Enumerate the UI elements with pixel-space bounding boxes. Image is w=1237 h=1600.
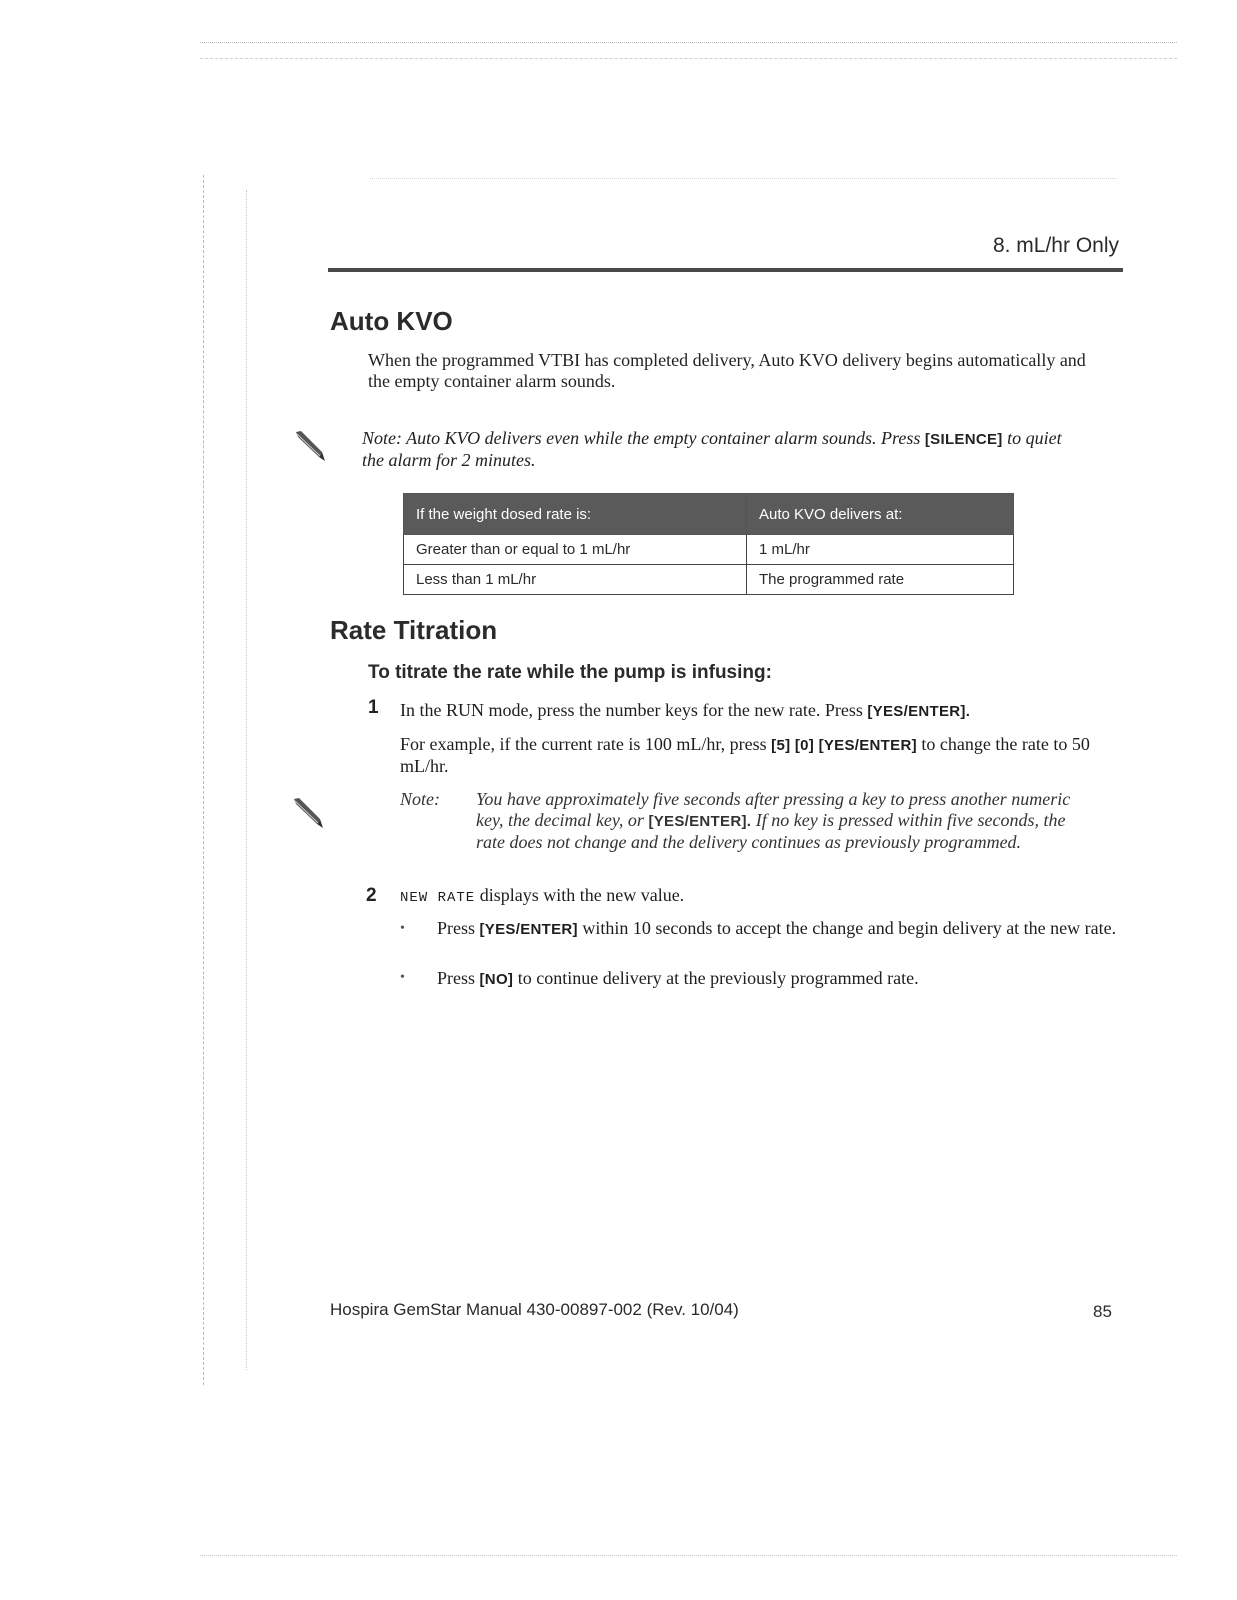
note-label: Note: <box>400 789 440 809</box>
auto-kvo-table <box>403 493 1014 595</box>
yes-enter-key: [YES/ENTER] <box>479 921 578 938</box>
table-header-cell: If the weight dosed rate is: <box>404 494 747 535</box>
list-text: within 10 seconds to accept the change and begin delivery at the new rate. <box>582 918 1117 938</box>
list-item <box>437 968 1117 990</box>
step-text: displays with the new value. <box>479 885 685 905</box>
step-1-example <box>400 734 1120 777</box>
step-text: In the RUN mode, press the number keys for the new rate. Press <box>400 700 863 720</box>
bullet-icon: • <box>400 921 405 936</box>
list-text: Press <box>437 968 476 988</box>
binding-edge-artifact <box>203 175 204 1385</box>
step-1-note <box>476 789 1076 853</box>
page-number: 85 <box>1093 1302 1112 1321</box>
pencil-note-icon <box>292 428 326 462</box>
silence-key: [SILENCE] <box>924 431 1003 448</box>
bullet-icon: • <box>400 970 405 985</box>
scan-artifact <box>200 42 1177 43</box>
display-text: NEW RATE <box>400 890 476 906</box>
list-text: Press <box>437 918 476 938</box>
yes-enter-key: [YES/ENTER]. <box>648 813 752 830</box>
auto-kvo-body: When the programmed VTBI has completed delivery, Auto KVO delivery begins automatically and the empty container alarm sounds. <box>368 350 1086 391</box>
yes-enter-key: [YES/ENTER]. <box>867 703 971 720</box>
example-text: to change the rate to 50 mL/hr. <box>400 734 1090 776</box>
scan-artifact <box>370 178 1117 179</box>
scan-artifact <box>200 58 1177 59</box>
list-item <box>437 918 1117 940</box>
section-title-rate-titration: Rate Titration <box>330 615 498 645</box>
table-cell: The programmed rate <box>747 565 1014 595</box>
note-text: If no key is pressed within five seconds, the rate does not change and the delivery continues as previously programmed. <box>476 810 1066 852</box>
section-title-auto-kvo: Auto KVO <box>330 306 453 336</box>
scan-artifact <box>200 1555 1177 1556</box>
table-header-row <box>404 494 1014 535</box>
chapter-header: 8. mL/hr Only <box>992 234 1119 257</box>
note-text: You have approximately five seconds after pressing a key to press another numeric key, the decimal key, or <box>476 789 1071 830</box>
step-number: 2 <box>366 885 377 906</box>
table-cell: 1 mL/hr <box>747 535 1014 565</box>
table-row <box>404 535 1014 565</box>
pencil-note-icon <box>290 795 324 829</box>
note-text: to quiet the alarm for 2 minutes. <box>362 428 1062 470</box>
auto-kvo-note <box>362 428 1062 471</box>
note-text: Note: Auto KVO delivers even while the empty container alarm sounds. Press <box>362 428 921 448</box>
table-row <box>404 565 1014 595</box>
example-keys: [5] [0] [YES/ENTER] <box>771 737 917 754</box>
example-text: For example, if the current rate is 100 mL/hr, press <box>400 734 767 754</box>
footer-manual-title: Hospira GemStar Manual 430-00897-002 (Rev. 10/04) <box>330 1300 739 1319</box>
procedure-subheading: To titrate the rate while the pump is infusing: <box>368 662 772 683</box>
table-cell: Less than 1 mL/hr <box>404 565 747 595</box>
table-cell: Greater than or equal to 1 mL/hr <box>404 535 747 565</box>
step-2-text <box>400 885 684 909</box>
list-text: to continue delivery at the previously programmed rate. <box>517 968 919 988</box>
step-number: 1 <box>368 697 379 718</box>
no-key: [NO] <box>479 971 514 988</box>
step-1-text <box>400 700 1120 722</box>
header-rule <box>328 268 1123 272</box>
binding-edge-artifact <box>246 190 247 1370</box>
table-header-cell: Auto KVO delivers at: <box>747 494 1014 535</box>
